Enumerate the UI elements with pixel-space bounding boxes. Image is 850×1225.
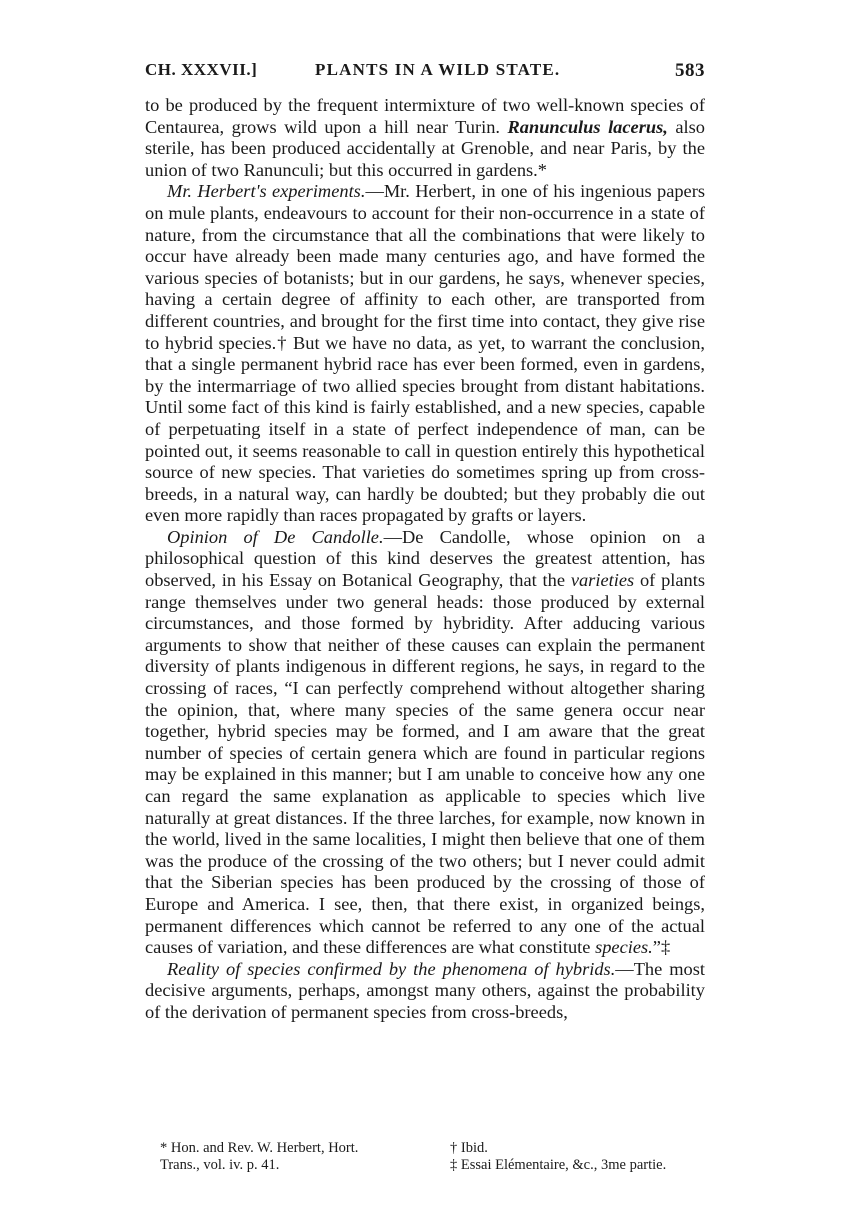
footnote-right (450, 1140, 710, 1174)
footnote-line: * Hon. and Rev. W. Herbert, Hort. (160, 1140, 359, 1156)
emphasis: varieties (570, 570, 635, 591)
section-heading: Mr. Herbert's experiments. (167, 181, 366, 202)
species-name: Ranunculus lacerus, (507, 116, 668, 137)
chapter-label: CH. XXXVII.] (145, 60, 258, 79)
section-heading: Reality of species confirmed by the phenomena of hybrids. (167, 958, 616, 979)
running-title: PLANTS IN A WILD STATE. (315, 60, 561, 79)
paragraph-herbert (145, 181, 705, 527)
text-run: —Mr. Herbert, in one of his ingenious papers on mule plants, endeavours to account for their non-occurrence in a state of nature, from the circumstance that all the combinations that were likely to occur have already been made many centuries ago, and have formed the various species of botanists; but in our gardens, he says, whenever species, having a certain degree of affinity to each other, are transported from different countries, and brought for the first time into contact, they give rise to hybrid species.† But we have no data, as yet, to warrant the conclusion, that a single permanent hybrid race has ever been formed, even in gardens, by the intermarriage of two allied species brought from distant habitations. Until some fact of this kind is fairly established, and a new species, capable of perpetuating itself in a state of perfect independence of man, can be pointed out, it seems reasonable to call in question entirely this hypothetical source of new species. That varieties do sometimes spring up from cross-breeds, in a natural way, can hardly be doubted; but they probably die out even more rapidly than races propagated by grafts or layers. (145, 181, 705, 526)
paragraph-hybrids (145, 959, 705, 1024)
body-text (145, 95, 705, 1024)
text-run: to be produced by the frequent intermixture of two well-known species of Centaurea, grows wild upon a hill near Turin. (145, 95, 705, 137)
text-run: also sterile, has been produced accidentally at Grenoble, and near Paris, by the union of two Ranunculi; but this occurred in gardens.* (145, 116, 705, 180)
emphasis: species. (595, 937, 653, 958)
paragraph-continuation (145, 95, 705, 181)
section-heading: Opinion of De Candolle. (167, 526, 384, 547)
footnote-line: † Ibid. (450, 1140, 488, 1156)
footnote-line: ‡ Essai Elémentaire, &c., 3me partie. (450, 1157, 667, 1173)
text-run: —De Candolle, whose opinion on a philosophical question of this kind deserves the greatest attention, has observed, in his Essay on Botanical Geography, that the (145, 526, 705, 591)
text-run: —The most decisive arguments, perhaps, amongst many others, against the probability of the derivation of permanent species from cross-breeds, (145, 958, 705, 1022)
text-run: ”‡ (652, 937, 671, 958)
page-number: 583 (675, 60, 705, 81)
paragraph-de-candolle (145, 527, 705, 959)
running-header (145, 60, 705, 88)
footnotes (160, 1140, 705, 1190)
footnote-left (160, 1140, 440, 1174)
footnote-line: Trans., vol. iv. p. 41. (160, 1157, 280, 1173)
text-run: of plants range themselves under two general heads: those produced by external circumstances, and those formed by hybridity. After adducing various arguments to show that neither of these causes can explain the permanent diversity of plants indigenous in different regions, he says, in regard to the crossing of races, “I can perfectly comprehend without altogether sharing the opinion, that, where many species of the same genera occur near together, hybrid species may be formed, and I am aware that the great number of species of certain genera which are found in particular regions may be explained in this manner; but I am unable to conceive how any one can regard the same explanation as applicable to species which live naturally at great distances. If the three larches, for example, now known in the world, lived in the same localities, I might then believe that one of them was the produce of the crossing of the two others; but I never could admit that the Siberian species has been produced by the crossing of those of Europe and America. I see, then, that there exist, in organized beings, permanent differences which cannot be referred to any one of the actual causes of variation, and these differences are what constitute (145, 570, 705, 958)
